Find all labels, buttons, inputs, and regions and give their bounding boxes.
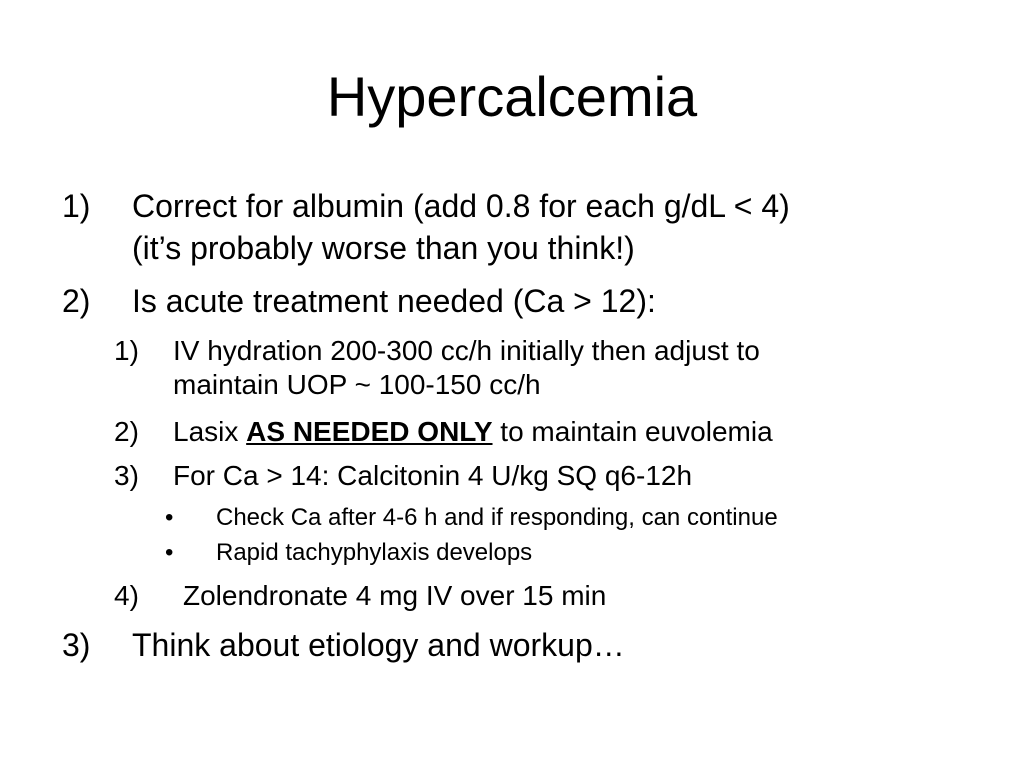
euvolemia-text: to maintain euvolemia bbox=[492, 416, 773, 447]
sublist-text: Zolendronate 4 mg IV over 15 min bbox=[183, 580, 607, 611]
sublist-text: IV hydration 200-300 cc/h initially then adjust to bbox=[173, 335, 760, 366]
bullet-marker: • bbox=[165, 504, 174, 531]
lasix-text: Lasix bbox=[173, 416, 247, 447]
sublist-number: 2) bbox=[114, 416, 139, 447]
sublist-number: 3) bbox=[114, 460, 139, 491]
slide-title: Hypercalcemia bbox=[326, 65, 698, 128]
list-text: (it’s probably worse than you think!) bbox=[132, 230, 635, 266]
list-text: Is acute treatment needed (Ca > 12): bbox=[132, 283, 656, 319]
emphasis-text: AS NEEDED ONLY bbox=[246, 416, 493, 447]
list-text: Correct for albumin (add 0.8 for each g/dL < 4) bbox=[132, 188, 790, 224]
bullet-text: Rapid tachyphylaxis develops bbox=[216, 539, 533, 566]
sublist-text: maintain UOP ~ 100-150 cc/h bbox=[173, 369, 541, 400]
bullet-text: Check Ca after 4-6 h and if responding, can continue bbox=[216, 504, 778, 531]
sublist-text bbox=[173, 415, 773, 449]
sublist-number: 1) bbox=[114, 335, 139, 366]
sublist-text: For Ca > 14: Calcitonin 4 U/kg SQ q6-12h bbox=[173, 460, 693, 491]
list-number: 2) bbox=[62, 283, 91, 319]
list-text: Think about etiology and workup… bbox=[132, 627, 625, 663]
list-number: 1) bbox=[62, 188, 91, 224]
list-number: 3) bbox=[62, 627, 91, 663]
bullet-marker: • bbox=[165, 539, 174, 566]
sublist-number: 4) bbox=[114, 580, 139, 611]
